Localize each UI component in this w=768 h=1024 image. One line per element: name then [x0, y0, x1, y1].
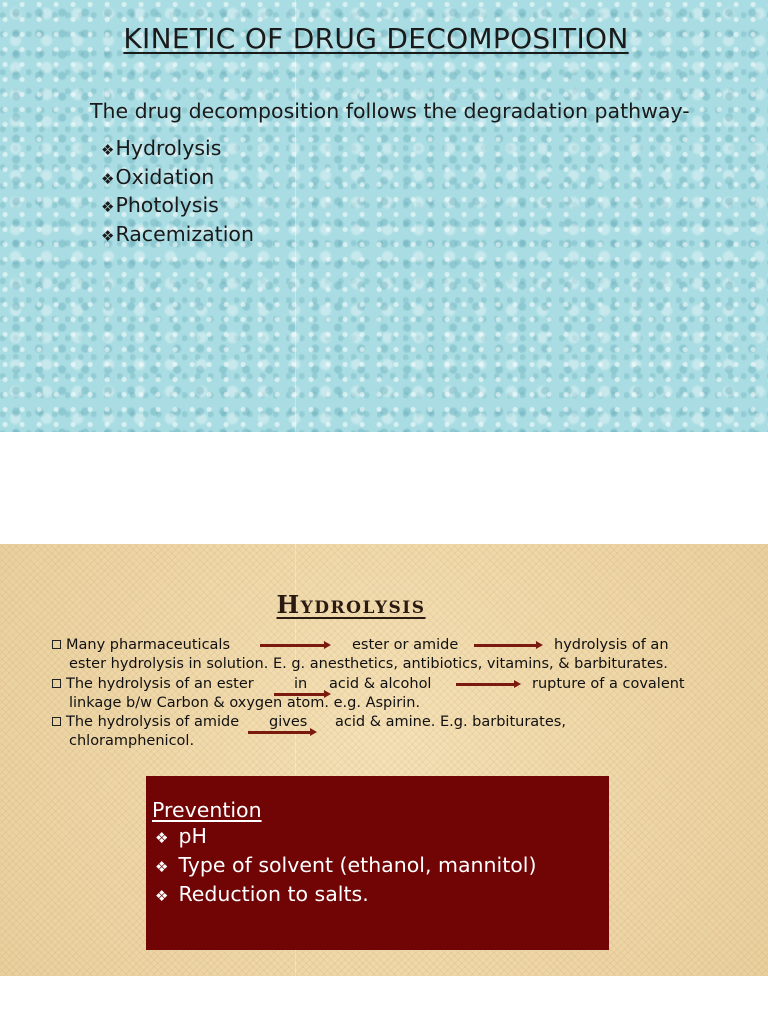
arrow-icon [456, 683, 514, 686]
bullet-text: hydrolysis of an [554, 637, 669, 653]
bullet-text: ester or amide [352, 637, 459, 653]
list-item [101, 221, 254, 250]
hydrolysis-bullets [52, 636, 752, 752]
bullet-continuation: chloramphenicol. [69, 733, 195, 750]
bullet-row [52, 713, 752, 732]
bullet-text: in [294, 675, 308, 692]
bullet-text: rupture of a covalent [532, 675, 685, 692]
list-item-label: Racemization [115, 221, 254, 246]
square-bullet-icon [52, 717, 61, 726]
diamond-bullet-icon: ❖ [155, 829, 169, 847]
bullet-text: The hydrolysis of amide [66, 714, 240, 731]
list-item-label: Type of solvent (ethanol, mannitol) [178, 853, 537, 877]
bullet-text: Many pharmaceuticals [66, 637, 231, 653]
list-item [155, 881, 537, 910]
arrow-icon [260, 644, 324, 647]
slide-seam [295, 0, 296, 432]
diamond-bullet-icon: ❖ [101, 226, 115, 245]
prevention-box [146, 776, 609, 950]
bullet-text: acid & alcohol [329, 675, 432, 692]
list-item-label: Hydrolysis [115, 136, 222, 160]
arrow-icon [474, 644, 536, 647]
bullet-row [52, 675, 752, 694]
list-item [101, 192, 254, 221]
list-item [155, 852, 537, 881]
list-item-label: Oxidation [115, 164, 215, 189]
list-item-label: pH [178, 824, 207, 848]
slide-kinetic-decomposition [0, 0, 768, 432]
diamond-bullet-icon: ❖ [101, 169, 115, 188]
intro-text: The drug decomposition follows the degradation pathway- [90, 99, 690, 123]
slide-hydrolysis [0, 544, 768, 976]
bullet-continuation: ester hydrolysis in solution. E. g. anesthetics, antibiotics, vitamins, & barbiturates. [69, 656, 668, 673]
diamond-bullet-icon: ❖ [155, 887, 169, 905]
square-bullet-icon [52, 679, 61, 688]
list-item [155, 823, 537, 852]
bullet-text: gives [269, 714, 308, 731]
bullet-text: The hydrolysis of an ester [66, 675, 254, 692]
list-item-label: Photolysis [115, 193, 219, 217]
prevention-list [155, 823, 537, 910]
prevention-title: Prevention [152, 798, 262, 822]
pathway-list [101, 135, 254, 249]
slide-title: KINETIC OF DRUG DECOMPOSITION [123, 22, 629, 55]
slide-title: Hydrolysis [276, 590, 426, 619]
bullet-row [52, 636, 752, 655]
bullet-text: acid & amine. E.g. barbiturates, [335, 714, 566, 731]
diamond-bullet-icon: ❖ [155, 858, 169, 876]
list-item-label: Reduction to salts. [178, 882, 369, 906]
list-item [101, 164, 254, 193]
bullet-continuation: linkage b/w Carbon & oxygen atom. e.g. Aspirin. [69, 694, 421, 711]
diamond-bullet-icon: ❖ [101, 141, 115, 159]
square-bullet-icon [52, 640, 61, 649]
diamond-bullet-icon: ❖ [101, 198, 115, 216]
list-item [101, 135, 254, 164]
